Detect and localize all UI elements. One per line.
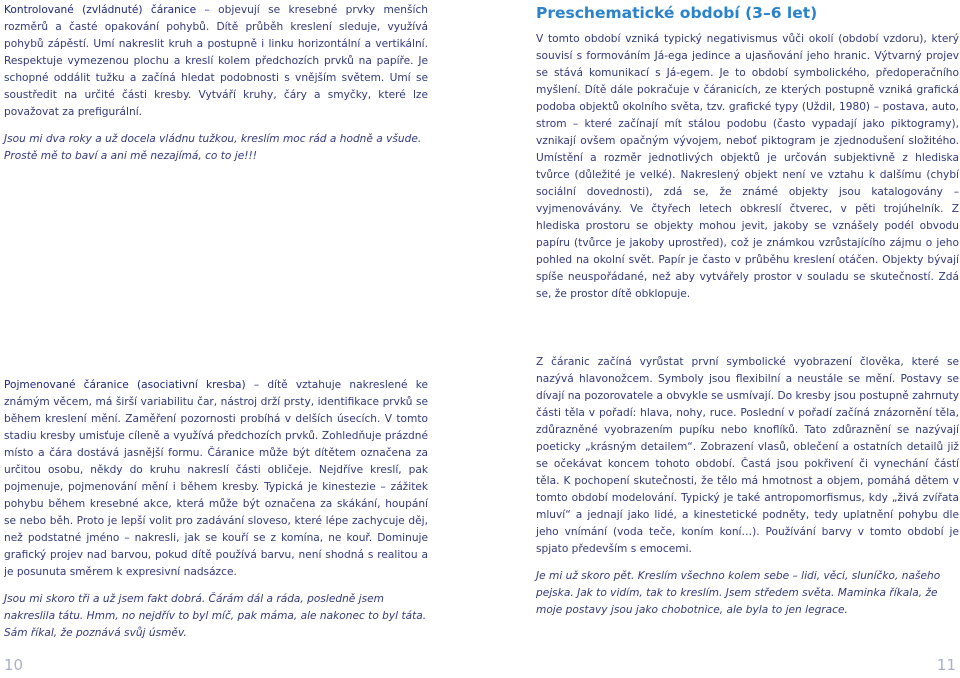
right-top-paragraph: V tomto období vzniká typický negativismus vůči okolí (období vzdoru), který souvisí s formováním Já-ega jedince a ujasňování jeho hranic. Výtvarný projev se stává komunikací s Já-egem. Je to období symbolického, předoperačního myšlení. Dítě dále pokračuje v čáranicích, ze kterých postupně vzniká grafická podoba objektů okolního světa, tzv. grafické typy (Uždil, 1980) – postava, auto, strom – které začínají mít stálou podobu (často vypadají jako piktogramy), vznikají ovšem opačným vývojem, neboť piktogram je zjednodušení složitého. Umístění a rozměr jednotlivých objektů je určován subjektivně z hlediska tvůrce (důležité je velké). Nakreslený objekt není ve vztahu k dalšímu (chybí sociální dovednosti), zdá se, že známé objekty jsou katalogovány – vyjmenovávány. Ve čtyřech letech obkreslí čtverec, v pěti trojúhelník. Z hlediska prostoru se objekty mohou jevit, jakoby se vznášely podél obvodu papíru (tvůrce je jakoby uprostřed), což je známkou vzrůstajícího zájmu o jeho pohled na okolní svět. Papír je často v průběhu kreslení otáčen. Objekty bývají spíše neuspořádané, než aby vytvářely prostor v souladu se skutečností. Zdá se, že prostor dítě obklopuje. xyxy=(536,33,959,300)
left-top-quote: Jsou mi dva roky a už docela vládnu tužkou, kreslím moc rád a hodně a všude. Prostě mě to baví a ani mě nezajímá, co to je!!! xyxy=(4,133,422,162)
page-number-right: 11 xyxy=(936,656,956,674)
left-top-paragraph xyxy=(4,2,428,121)
left-top-section xyxy=(4,2,428,165)
left-bottom-section xyxy=(4,377,428,642)
left-top-lead: Kontrolované (zvládnuté) čáranice xyxy=(4,4,197,16)
left-top-text: – objevují se kresebné prvky menších rozměrů a časté opakování pohybů. Dítě průběh kreslení sleduje, využívá pohybů zápěstí. Umí nakreslit kruh a postupně i linku horizontální a vertikální. Respektuje vymezenou plochu a kreslí kolem předchozích prvků na papíře. Je schopné oddálit tužku a začíná hledat podobnosti s vnějším světem. Umí se soustředit na určité části kresby. Vytváří kruhy, čáry a smyčky, které lze považovat za prefigurální. xyxy=(4,4,428,118)
right-top-section xyxy=(536,31,959,303)
left-bottom-quote: Jsou mi skoro tři a už jsem fakt dobrá. Čárám dál a ráda, posledně jsem nakreslila tátu. Hmm, no nejdřív to byl míč, pak máma, ale nakonec to byl táta. Sám říkal, že poznává svůj úsměv. xyxy=(4,593,427,639)
left-bottom-text: – dítě vztahuje nakreslené ke známým věcem, má širší variabilitu čar, nástroj drží prsty, identifikace prvků se během kreslení mění. Zaměření pozornosti probíhá v delších úsecích. V tomto stadiu kresby umisťuje cíleně a využívá předchozích prvků. Zohledňuje prázdné místo a čára dostává jasnější formu. Čáranice může být dítětem označena za určitou osobu, někdy do kruhu nakreslí části obličeje. Nejdříve kreslí, pak pojmenuje, pojmenování mění i během kresby. Typická je kinestezie – zážitek pohybu během kresebné akce, která může být označena za skákání, houpání se nebo běh. Proto je lepší volit pro zadávání sloveso, které lépe zachycuje děj, než podstatné jméno – nakresli, jak se kouří se z komína, ne kouř. Dominuje grafický projev nad barvou, pokud dítě používá barvu, není shodná s realitou a je posunuta směrem k expresivní nadsázce. xyxy=(4,379,428,578)
right-bottom-quote: Je mi už skoro pět. Kreslím všechno kolem sebe – lidi, věci, sluníčko, našeho pejska. Jak to vidím, tak to kreslím. Jsem středem světa. Maminka říkala, že moje postavy jsou jako chobotnice, ale byla to jen legrace. xyxy=(536,570,941,616)
right-bottom-section xyxy=(536,354,959,619)
left-bottom-paragraph xyxy=(4,377,428,581)
left-bottom-lead: Pojmenované čáranice (asociativní kresba) xyxy=(4,379,246,391)
right-bottom-paragraph: Z čáranic začíná vyrůstat první symbolické vyobrazení člověka, které se nazývá hlavonožcem. Symboly jsou flexibilní a neustále se mění. Postavy se dívají na pozorovatele a obvykle se usmívají. Do kresby jsou postupně zahrnuty části těla v pořadí: hlava, nohy, ruce. Poslední v pořadí začíná znázornění těla, zdůrazněné vyobrazením pupíku nebo knoflíků. Tato zdůraznění se nazývají poeticky „krásným detailem“. Zobrazení vlasů, oblečení a ostatních detailů již se očekávat koncem tohoto období. Častá jsou pokřivení či vynechání částí těla. K pochopení skutečnosti, že tělo má hmotnost a objem, pomáhá dětem v tomto období modelování. Typický je také antropomorfismus, kdy „živá zvířata mluví“ a jednají jako lidé, a kinestetické podněty, tedy uplatnění pohybu dle jeho vnímání (voda teče, koním koní…). Používání barvy v tomto období je spjato především s emocemi. xyxy=(536,356,959,555)
page-number-left: 10 xyxy=(4,656,24,674)
section-heading: Preschematické období (3–6 let) xyxy=(536,4,818,22)
